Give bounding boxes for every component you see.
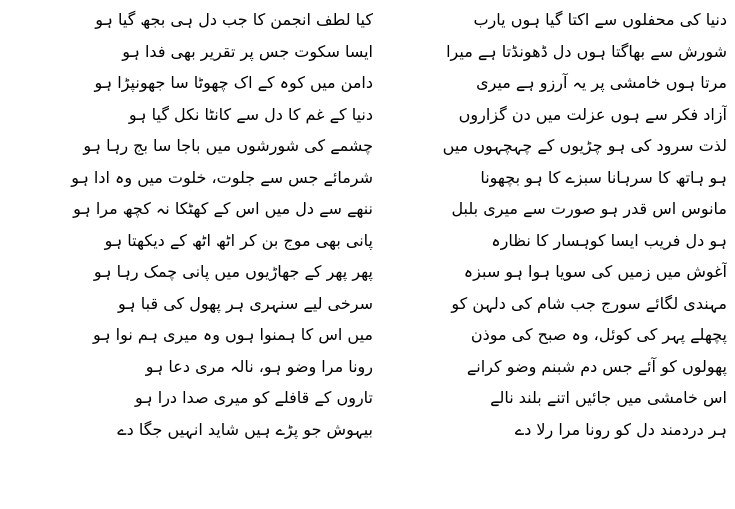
verse-line: چشمے کی شورشوں میں باجا سا بج رہا ہو [83, 136, 373, 155]
verse-line: بیہوش جو پڑے ہیں شاید انہیں جگا دے [117, 419, 373, 439]
verse-line: تاروں کے قافلے کو میری صدا درا ہو [135, 388, 373, 407]
verse-line: ہو دل فریب ایسا کوہسار کا نظارہ [491, 230, 727, 250]
verse-line: پھولوں کو آئے جس دم شبنم وضو کرانے [466, 356, 727, 376]
verse-line: مہندی لگائے سورج جب شام کی دلہن کو [451, 293, 727, 313]
verse-line: پھر پھر کے جھاڑیوں میں پانی چمک رہا ہو [93, 262, 373, 281]
verse-line: اس خامشی میں جائیں اتنے بلند نالے [490, 388, 727, 407]
verse-line: پانی بھی موج بن کر اٹھ اٹھ کے دیکھتا ہو [104, 230, 373, 250]
verse-line: پچھلے پہر کی کوئل، وہ صبح کی موذن [470, 325, 727, 344]
first-hemistich-column [387, 4, 727, 445]
verse-line: ننھے سے دل میں اس کے کھٹکا نہ کچھ مرا ہو [73, 199, 373, 218]
verse-line: آغوش میں زمیں کی سویا ہوا ہو سبزہ [463, 262, 727, 281]
verse-line: شرمائے جس سے جلوت، خلوت میں وہ ادا ہو [71, 167, 373, 187]
second-hemistich-column [33, 4, 373, 445]
verse-line: دنیا کے غم کا دل سے کانٹا نکل گیا ہو [128, 104, 373, 124]
verse-line: مرتا ہوں خامشی پر یہ آرزو ہے میری [476, 73, 727, 92]
verse-line: رونا مرا وضو ہو، نالہ مری دعا ہو [145, 356, 373, 376]
verse-line: دنیا کی محفلوں سے اکتا گیا ہوں یارب [473, 10, 727, 29]
verse-line: آزاد فکر سے ہوں عزلت میں دن گزاروں [458, 104, 727, 124]
verse-line: ہو ہاتھ کا سرہانا سبزے کا ہو بچھونا [480, 167, 727, 187]
verse-line: شورش سے بھاگتا ہوں دل ڈھونڈتا ہے میرا [446, 41, 727, 61]
verse-line: دامن میں کوہ کے اک چھوٹا سا جھونپڑا ہو [94, 73, 373, 92]
verse-line: لذت سرود کی ہو چڑیوں کے چہچہوں میں [442, 136, 727, 155]
verse-line: میں اس کا ہمنوا ہوں وہ میری ہم نوا ہو [92, 325, 373, 344]
verse-line: ایسا سکوت جس پر تقریر بھی فدا ہو [122, 41, 373, 61]
verse-line: سرخی لیے سنہری ہر پھول کی قبا ہو [118, 293, 373, 313]
verse-line: مانوس اس قدر ہو صورت سے میری بلبل [451, 199, 727, 218]
verse-line: کیا لطف انجمن کا جب دل ہی بجھ گیا ہو [95, 10, 373, 29]
verse-line: ہر دردمند دل کو رونا مرا رلا دے [514, 419, 727, 439]
